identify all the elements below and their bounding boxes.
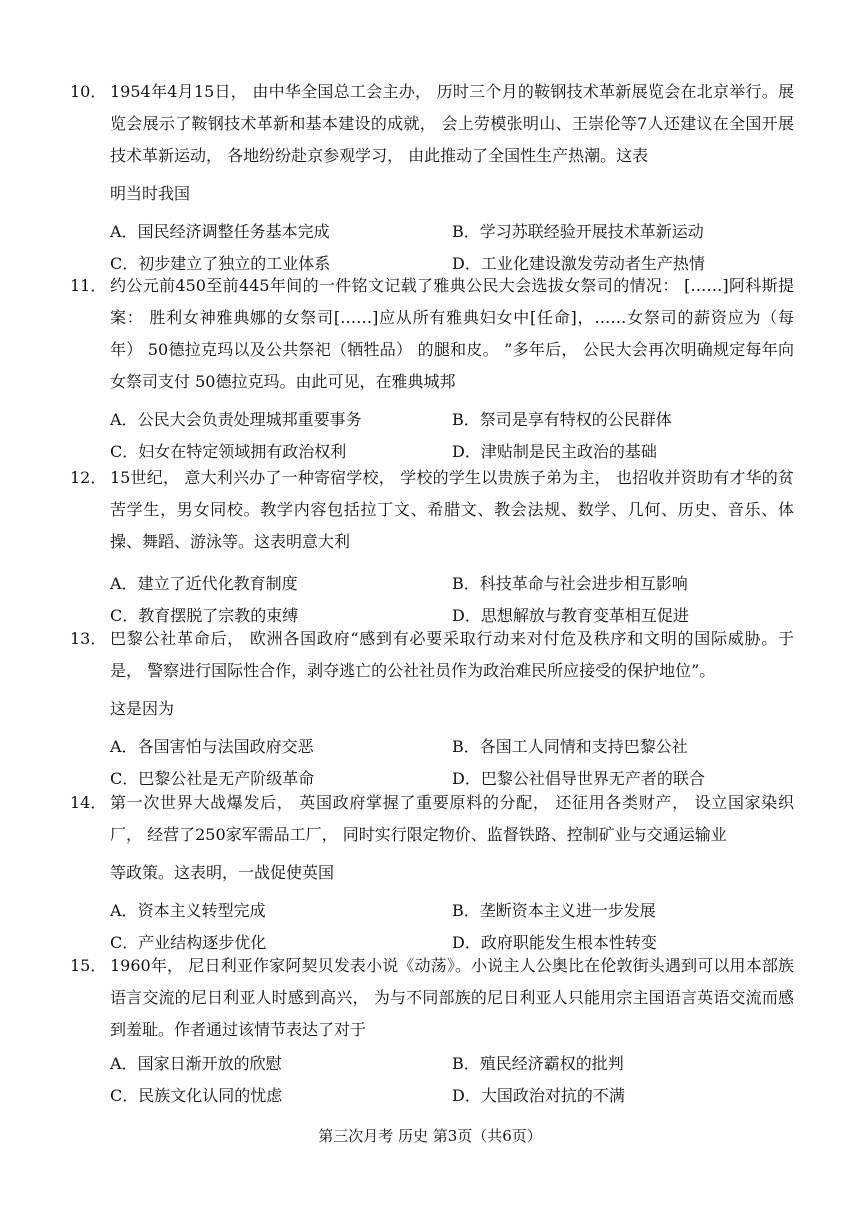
option-key: A． bbox=[110, 1054, 138, 1073]
option-text: 妇女在特定领域拥有政治权利 bbox=[138, 442, 347, 461]
option-key: D． bbox=[452, 933, 481, 952]
option-b[interactable] bbox=[452, 568, 794, 600]
question-13 bbox=[70, 623, 794, 795]
option-text: 资本主义转型完成 bbox=[137, 901, 266, 920]
option-key: C． bbox=[110, 769, 139, 788]
option-key: D． bbox=[452, 769, 481, 788]
option-key: A． bbox=[110, 222, 138, 241]
option-key: D． bbox=[452, 254, 481, 273]
option-a[interactable] bbox=[110, 216, 452, 248]
question-stem: 第一次世界大战爆发后， 英国政府掌握了重要原料的分配， 还征用各类财产， 设立国家染织厂， 经营了250家军需品工厂， 同时实行限定物价、监督铁路、控制矿业与交通运输业 bbox=[110, 793, 794, 844]
option-c[interactable] bbox=[110, 1080, 452, 1112]
option-key: C． bbox=[110, 606, 139, 625]
option-key: B． bbox=[452, 574, 480, 593]
question-number: 14． bbox=[70, 793, 107, 812]
option-text: 垄断资本主义进一步发展 bbox=[479, 901, 656, 920]
question-stem: 15世纪， 意大利兴办了一种寄宿学校， 学校的学生以贵族子弟为主， 也招收并资助有才华的贫苦学生，男女同校。教学内容包括拉丁文、希腊文、教会法规、数学、几何、历史、音乐、体操、舞蹈、游泳等。这表明意大利 bbox=[110, 468, 794, 551]
option-key: A． bbox=[110, 737, 138, 756]
option-key: B． bbox=[452, 901, 480, 920]
question-number: 15． bbox=[70, 956, 107, 975]
option-text: 建立了近代化教育制度 bbox=[137, 574, 298, 593]
option-b[interactable] bbox=[452, 216, 794, 248]
option-text: 大国政治对抗的不满 bbox=[480, 1086, 625, 1105]
option-key: A． bbox=[110, 574, 138, 593]
option-key: B． bbox=[452, 1054, 480, 1073]
option-b[interactable] bbox=[452, 404, 794, 436]
option-key: B． bbox=[452, 737, 480, 756]
option-key: D． bbox=[452, 442, 481, 461]
option-text: 巴黎公社倡导世界无产者的联合 bbox=[480, 769, 705, 788]
option-text: 津贴制是民主政治的基础 bbox=[480, 442, 657, 461]
option-text: 科技革命与社会进步相互影响 bbox=[479, 574, 688, 593]
question-14 bbox=[70, 787, 794, 959]
option-text: 政府职能发生根本性转变 bbox=[480, 933, 657, 952]
option-a[interactable] bbox=[110, 731, 452, 763]
option-b[interactable] bbox=[452, 731, 794, 763]
option-key: A． bbox=[110, 901, 138, 920]
option-text: 工业化建设激发劳动者生产热情 bbox=[480, 254, 705, 273]
option-b[interactable] bbox=[452, 1048, 794, 1080]
option-text: 产业结构逐步优化 bbox=[138, 933, 267, 952]
option-d[interactable] bbox=[452, 1080, 794, 1112]
options bbox=[110, 1048, 794, 1112]
question-stem: 巴黎公社革命后， 欧洲各国政府“感到有必要采取行动来对付危及秩序和文明的国际威胁。于是， 警察进行国际性合作，剥夺逃亡的公社社员作为政治难民所应接受的保护地位”。 bbox=[110, 629, 794, 680]
question-stem: 1954年4月15日， 由中华全国总工会主办， 历时三个月的鞍钢技术革新展览会在北京举行。展览会展示了鞍钢技术革新和基本建设的成就， 会上劳模张明山、王崇伦等7人还建议在全国开展技术革新运动， 各地纷纷赴京参观学习， 由此推动了全国性生产热潮。这表 bbox=[110, 82, 794, 165]
option-text: 祭司是享有特权的公民群体 bbox=[479, 410, 672, 429]
option-key: D． bbox=[452, 1086, 481, 1105]
option-a[interactable] bbox=[110, 404, 452, 436]
option-text: 各国害怕与法国政府交恶 bbox=[137, 737, 314, 756]
question-number: 13． bbox=[70, 629, 107, 648]
option-a[interactable] bbox=[110, 895, 452, 927]
option-text: 国民经济调整任务基本完成 bbox=[137, 222, 330, 241]
option-key: D． bbox=[452, 606, 481, 625]
question-stem-end: 这是因为 bbox=[110, 699, 175, 718]
question-number: 10． bbox=[70, 82, 107, 101]
option-text: 各国工人同情和支持巴黎公社 bbox=[479, 737, 688, 756]
option-key: A． bbox=[110, 410, 138, 429]
question-10 bbox=[70, 76, 794, 280]
option-a[interactable] bbox=[110, 568, 452, 600]
option-text: 公民大会负责处理城邦重要事务 bbox=[137, 410, 362, 429]
option-text: 国家日渐开放的欣慰 bbox=[137, 1054, 282, 1073]
option-key: B． bbox=[452, 410, 480, 429]
option-text: 民族文化认同的忧虑 bbox=[138, 1086, 283, 1105]
option-text: 巴黎公社是无产阶级革命 bbox=[138, 769, 315, 788]
question-stem: 1960年， 尼日利亚作家阿契贝发表小说《动荡》。小说主人公奥比在伦敦街头遇到可以用本部族语言交流的尼日利亚人时感到高兴， 为与不同部族的尼日利亚人只能用宗主国语言英语交流而感到羞耻。作者通过该情节表达了对于 bbox=[110, 956, 794, 1039]
question-15 bbox=[70, 950, 794, 1112]
question-12 bbox=[70, 462, 794, 632]
option-text: 教育摆脱了宗教的束缚 bbox=[138, 606, 299, 625]
options bbox=[110, 404, 794, 468]
option-key: B． bbox=[452, 222, 480, 241]
option-b[interactable] bbox=[452, 895, 794, 927]
option-a[interactable] bbox=[110, 1048, 452, 1080]
options bbox=[110, 731, 794, 795]
option-text: 思想解放与教育变革相互促进 bbox=[480, 606, 689, 625]
question-number: 11． bbox=[70, 276, 107, 295]
question-11 bbox=[70, 270, 794, 468]
question-number: 12． bbox=[70, 468, 107, 487]
page-footer: 第三次月考 历史 第3页（共6页） bbox=[318, 1127, 542, 1145]
question-stem-end: 等政策。这表明，一战促使英国 bbox=[110, 863, 335, 882]
option-text: 殖民经济霸权的批判 bbox=[479, 1054, 624, 1073]
option-key: C． bbox=[110, 254, 139, 273]
option-key: C． bbox=[110, 442, 139, 461]
option-text: 初步建立了独立的工业体系 bbox=[138, 254, 331, 273]
question-stem: 约公元前450至前445年间的一件铭文记载了雅典公民大会选拔女祭司的情况： [……]阿科斯提案： 胜利女神雅典娜的女祭司[……]应从所有雅典妇女中[任命]，……女祭司的薪资应为（每年） 50德拉克玛以及公共祭祀（牺牲品） 的腿和皮。 ”多年后， 公民大会再次明确规定每年向女祭司支付 50德拉克玛。由此可见，在雅典城邦 bbox=[110, 276, 794, 391]
option-key: C． bbox=[110, 1086, 139, 1105]
question-stem-end: 明当时我国 bbox=[110, 184, 191, 203]
option-text: 学习苏联经验开展技术革新运动 bbox=[479, 222, 704, 241]
option-key: C． bbox=[110, 933, 139, 952]
